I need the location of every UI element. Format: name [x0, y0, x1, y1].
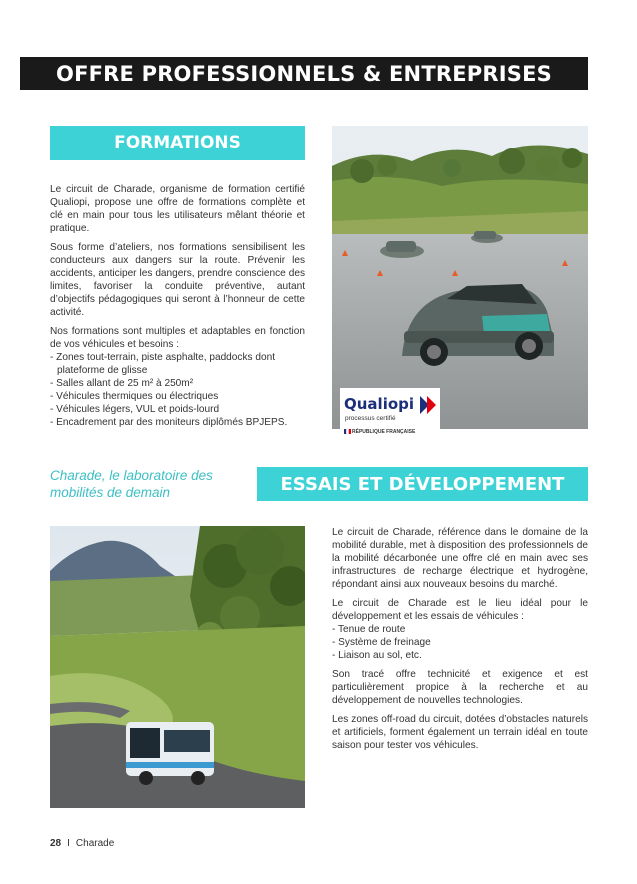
list-item: - Zones tout-terrain, piste asphalte, paddocks dont plateforme de glisse — [50, 352, 275, 376]
essais-heading — [257, 467, 588, 501]
footer-separator: I — [67, 838, 70, 849]
page-banner — [20, 57, 588, 90]
banner-title: OFFRE PROFESSIONNELS & ENTREPRISES — [56, 61, 552, 86]
formations-heading — [50, 126, 305, 160]
tagline: Charade, le laboratoire des mobilités de demain — [50, 468, 213, 500]
essais-paragraph-3: Son tracé offre technicité et exigence et est particulièrement propice à la recherche et au développement de nouvelles technologies. — [332, 669, 588, 706]
list-item: - Tenue de route — [332, 624, 406, 635]
page-number: 28 — [50, 838, 62, 849]
formations-list — [50, 351, 305, 429]
qualiopi-name: Qualiopi — [344, 395, 415, 413]
essais-paragraph-2: Le circuit de Charade est le lieu idéal pour le développement et les essais de véhicules : — [332, 598, 588, 622]
list-item: - Système de freinage — [332, 637, 431, 648]
essais-paragraph-4: Les zones off-road du circuit, dotées d’obstacles naturels et artificiels, forment également un terrain idéal en toute saison pour tester vos véhicules. — [332, 714, 588, 751]
formations-paragraph-1: Le circuit de Charade, organisme de formation certifié Qualiopi, propose une offre de formations complète et clé en main pour tous les utilisateurs mêlant théorie et pratique. — [50, 184, 305, 234]
qualiopi-arrows-icon — [420, 396, 438, 414]
qualiopi-badge — [340, 388, 440, 436]
formations-paragraph-3: Nos formations sont multiples et adaptables en fonction de vos véhicules et besoins : — [50, 326, 305, 350]
qualiopi-republic: RÉPUBLIQUE FRANÇAISE — [352, 429, 416, 435]
formations-paragraph-2: Sous forme d’ateliers, nos formations sensibilisent les conducteurs aux dangers sur la route. Prévenir les accidents, anticiper les dangers, prendre conscience des limites, favoriser la conduite préventive, autant d’objectifs pédagogiques qui seront à l’honneur de cette activité. — [50, 242, 305, 318]
essais-text — [332, 526, 588, 758]
list-item: - Véhicules légers, VUL et poids-lourd — [50, 404, 220, 415]
french-flag-icon — [344, 429, 351, 434]
list-item: - Encadrement par des moniteurs diplômés BPJEPS. — [50, 417, 288, 428]
formations-text — [50, 183, 305, 435]
formations-heading-text: FORMATIONS — [114, 133, 241, 153]
page-footer — [50, 838, 114, 849]
essais-list — [332, 623, 588, 662]
footer-label: Charade — [75, 838, 115, 849]
essais-heading-text: ESSAIS ET DÉVELOPPEMENT — [280, 473, 565, 495]
essais-paragraph-1: Le circuit de Charade, référence dans le domaine de la mobilité durable, met à disposition des professionnels de la mobilité décarbonée une offre clé en main avec ses infrastructures de recharge électrique et hydrogène, répondant ainsi aux nouveaux besoins du marché. — [332, 527, 588, 590]
bus-circuit-photo — [50, 526, 305, 808]
list-item: - Véhicules thermiques ou électriques — [50, 391, 219, 402]
list-item: - Liaison au sol, etc. — [332, 650, 422, 661]
training-track-photo — [332, 126, 588, 429]
qualiopi-subtitle: processus certifié — [345, 415, 396, 422]
list-item: - Salles allant de 25 m² à 250m² — [50, 378, 194, 389]
